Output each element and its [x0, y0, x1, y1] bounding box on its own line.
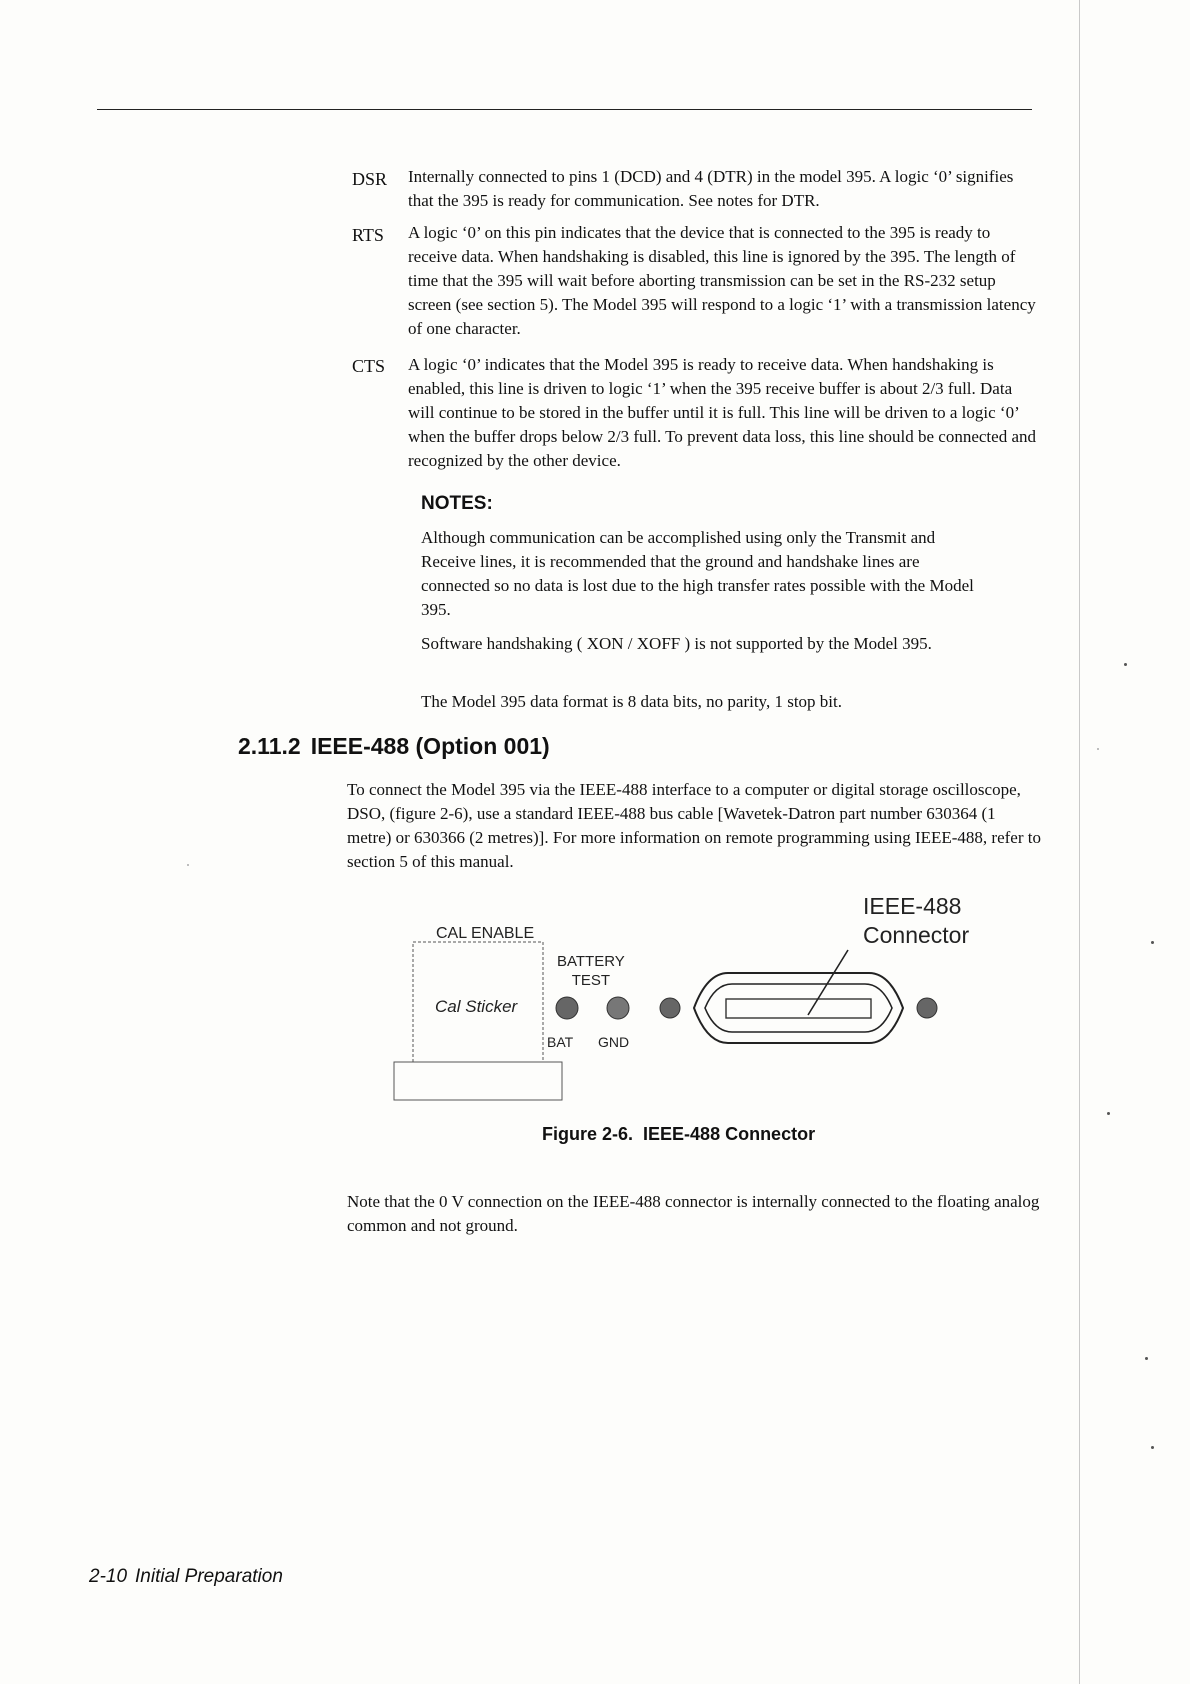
section-number: 2.11.2	[238, 733, 301, 759]
closing-note: Note that the 0 V connection on the IEEE-488 connector is internally connected to the floating analog common and not ground.	[347, 1192, 1040, 1235]
note-item: The Model 395 data format is 8 data bits, no parity, 1 stop bit.	[421, 692, 842, 711]
connector-inner-icon	[705, 984, 892, 1032]
cal-enable-label: CAL ENABLE	[436, 925, 535, 942]
battery-test-label	[557, 952, 625, 990]
gnd-terminal-icon	[607, 997, 629, 1019]
right-screw-icon	[917, 998, 937, 1018]
footer-title: Initial Preparation	[135, 1566, 283, 1587]
figure-diagram	[390, 895, 1010, 1110]
term-cts: CTS	[352, 356, 386, 376]
definition-cts: A logic ‘0’ indicates that the Model 395 is ready to receive data. When handshaking is enabled, this line is driven to logic ‘1’ when the 395 receive buffer is about 2/3 full. Data will continue to be stored in the buffer until it is full. This line will be driven to a logic ‘0’ when the buffer drops below 2/3 full. To prevent data loss, this line should be connected and recognized by the other device.	[408, 355, 1036, 470]
note-item: Although communication can be accomplished using only the Transmit and Receive lines, it is recommended that the ground and handshake lines are connected so no data is lost due to the high transfer rates possible with the Model 395.	[421, 528, 974, 619]
scan-speck	[1107, 1112, 1110, 1115]
scan-speck	[1097, 748, 1099, 750]
connector-pointer-line	[808, 950, 848, 1015]
definition-rts: A logic ‘0’ on this pin indicates that the device that is connected to the 395 is ready to receive data. When handshaking is disabled, this line is ignored by the 395. The length of time that the 395 will wait before aborting transmission can be set in the RS-232 setup screen (see section 5). The Model 395 will respond to a logic ‘1’ with a transmission latency of one character.	[408, 223, 1036, 338]
gnd-label: GND	[598, 1034, 630, 1050]
scan-edge-line	[1079, 0, 1080, 1684]
cal-sticker-label: Cal Sticker	[435, 997, 518, 1016]
scan-speck	[187, 864, 189, 866]
section-paragraph: To connect the Model 395 via the IEEE-488 interface to a computer or digital storage oscilloscope, DSO, (figure 2-6), use a standard IEEE-488 bus cable [Wavetek-Datron part number 630364 (1 metre) or 630366 (2 metres)]. For more information on remote programming using IEEE-488, refer to section 5 of this manual.	[347, 780, 1041, 871]
bat-label: BAT	[547, 1034, 574, 1050]
scan-speck	[1151, 941, 1154, 944]
panel-outline	[394, 1062, 562, 1100]
connector-label	[863, 892, 969, 950]
scan-speck	[1124, 663, 1127, 666]
header-rule	[97, 109, 1032, 110]
term-rts: RTS	[352, 225, 384, 245]
footer-page-number: 2-10	[89, 1566, 128, 1587]
battery-label-line1: BATTERY	[557, 953, 625, 970]
section-title: IEEE-488 (Option 001)	[310, 733, 550, 759]
left-screw-icon	[660, 998, 680, 1018]
caption-title: IEEE-488 Connector	[643, 1124, 816, 1144]
bat-terminal-icon	[556, 997, 578, 1019]
figure-caption	[542, 1124, 815, 1145]
section-heading	[238, 733, 550, 760]
connector-label-line1: IEEE-488	[863, 893, 962, 919]
caption-number: Figure 2-6.	[542, 1124, 634, 1144]
note-item: Software handshaking ( XON / XOFF ) is not supported by the Model 395.	[421, 634, 932, 653]
battery-label-line2: TEST	[571, 972, 611, 989]
page-footer	[89, 1566, 283, 1588]
scan-speck	[1151, 1446, 1154, 1449]
connector-label-line2: Connector	[863, 922, 970, 948]
definition-dsr: Internally connected to pins 1 (DCD) and 4 (DTR) in the model 395. A logic ‘0’ signifies that the 395 is ready for communication. See notes for DTR.	[408, 167, 1014, 210]
term-dsr: DSR	[352, 169, 388, 189]
notes-heading: NOTES:	[421, 493, 493, 514]
scan-speck	[1145, 1357, 1148, 1360]
connector-pin-block	[726, 999, 871, 1018]
